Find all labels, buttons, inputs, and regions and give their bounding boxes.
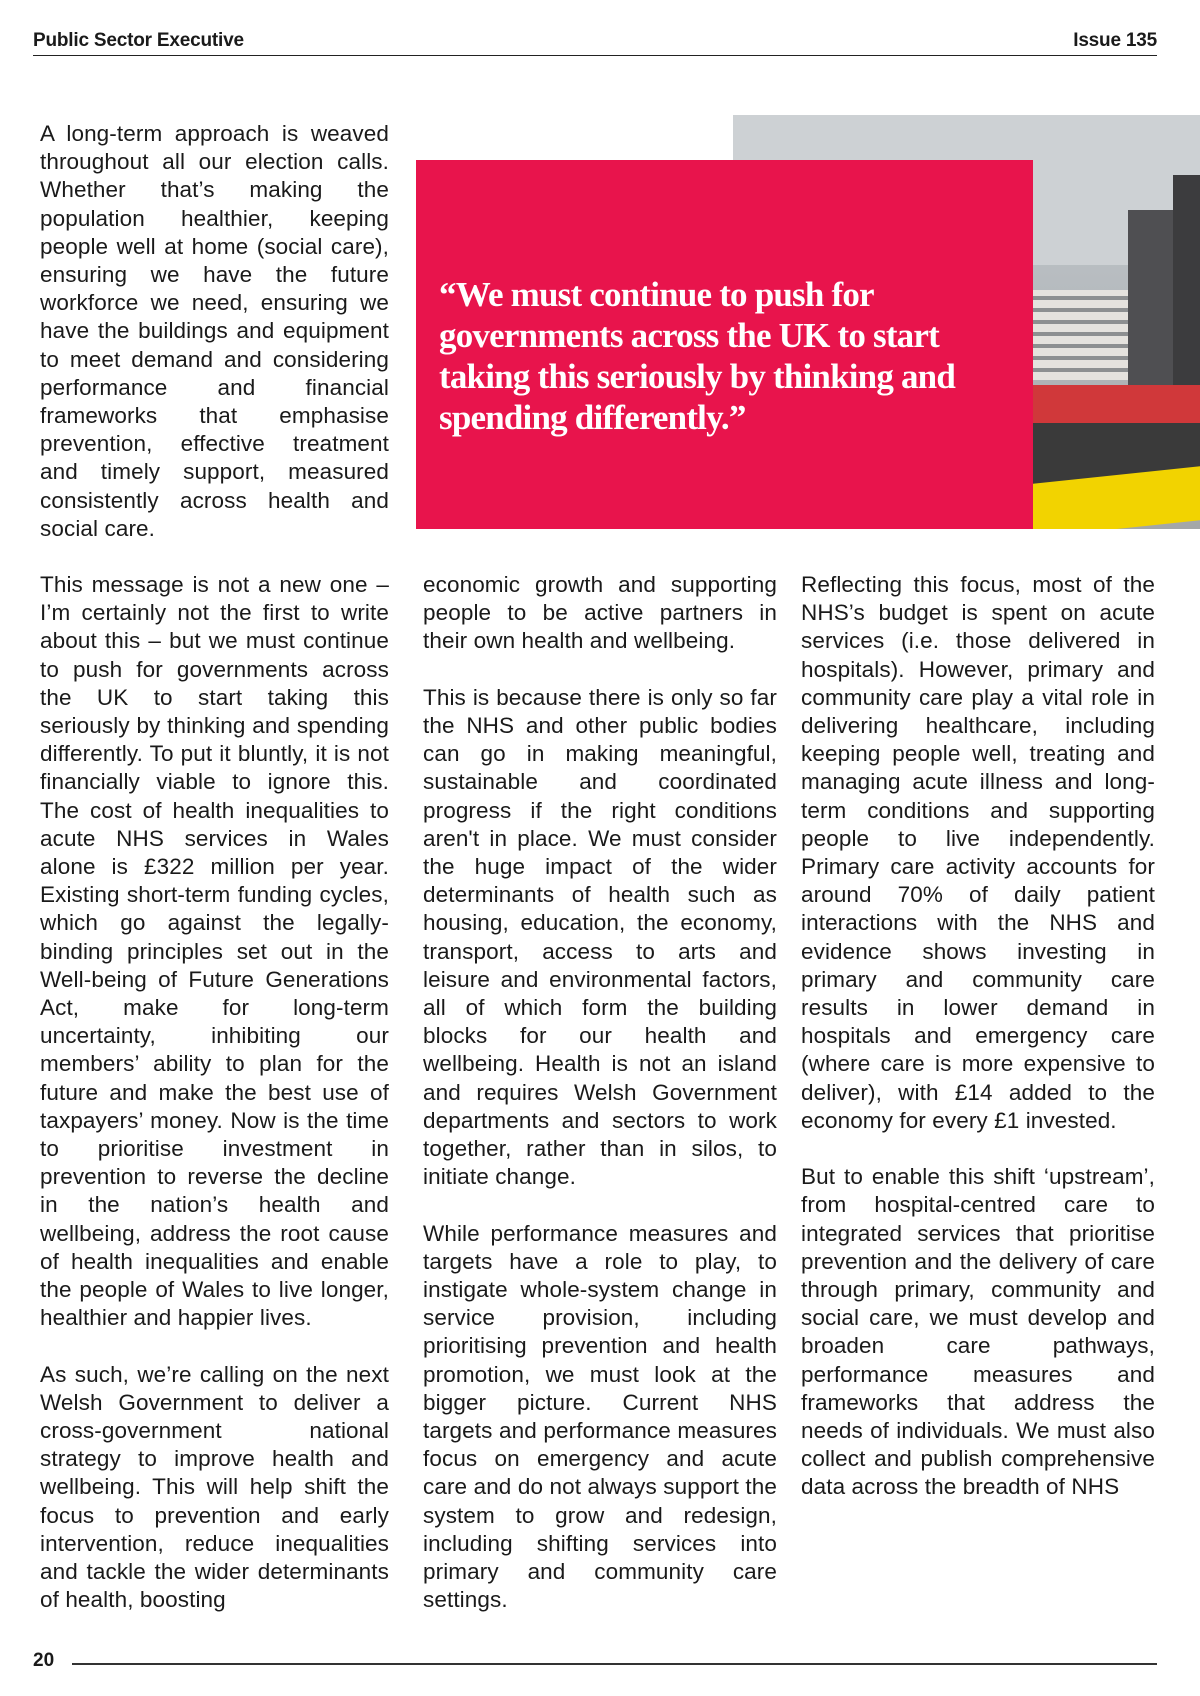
intro-column	[40, 120, 389, 543]
page-header	[33, 30, 1157, 56]
footer-rule	[72, 1663, 1157, 1665]
article-column-3	[801, 571, 1155, 1502]
column1-paragraph-1: This message is not a new one – I’m certainly not the first to write about this – but we must continue to push for governments across the UK to start taking this seriously by thinking and spending differently. To put it bluntly, it is not financially viable to ignore this. The cost of health inequalities to acute NHS services in Wales alone is £322 million per year. Existing short-term funding cycles, which go against the legally-binding principles set out in the Well-being of Future Generations Act, make for long-term uncertainty, inhibiting our members’ ability to plan for the future and make the best use of taxpayers’ money. Now is the time to prioritise investment in prevention to reverse the decline in the nation’s health and wellbeing, address the root cause of health inequalities and enable the people of Wales to live longer, healthier and happier lives.	[40, 572, 389, 1331]
publication-name: Public Sector Executive	[33, 30, 244, 51]
intro-paragraph: A long-term approach is weaved throughout all our election calls. Whether that’s making the population healthier, keeping people well at home (social care), ensuring we have the future workforce we need, ensuring we have the buildings and equipment to meet demand and considering performance and financial frameworks that emphasise prevention, effective treatment and timely support, measured consistently across health and social care.	[40, 121, 389, 541]
column3-paragraph-1: Reflecting this focus, most of the NHS’s budget is spent on acute services (i.e. those delivered in hospitals). However, primary and community care play a vital role in delivering healthcare, including keeping people well, treating and managing acute illness and long-term conditions and supporting people to live independently. Primary care activity accounts for around 70% of daily patient interactions with the NHS and evidence shows investing in primary and community care results in lower demand in hospitals and emergency care (where care is more expensive to deliver), with £14 added to the economy for every £1 invested.	[801, 572, 1155, 1133]
page-footer	[33, 1650, 1157, 1680]
pull-quote: “We must continue to push for governments across the UK to start taking this seriously by thinking and spending differently.”	[439, 275, 956, 437]
page-number: 20	[33, 1650, 55, 1671]
issue-number: Issue 135	[1073, 30, 1157, 51]
pull-quote-box	[416, 160, 1033, 529]
column1-paragraph-2: As such, we’re calling on the next Welsh Government to deliver a cross-government national strategy to improve health and wellbeing. This will help shift the focus to prevention and early intervention, reduce inequalities and tackle the wider determinants of health, boosting	[40, 1361, 389, 1613]
column2-paragraph-1: economic growth and supporting people to be active partners in their own health and wellbeing.	[423, 572, 777, 654]
column3-paragraph-2: But to enable this shift ‘upstream’, from hospital-centred care to integrated services that prioritise prevention and the delivery of care through primary, community and social care, we must develop and broaden care pathways, performance measures and frameworks that address the needs of individuals. We must also collect and publish comprehensive data across the breadth of NHS	[801, 1164, 1155, 1500]
column2-paragraph-3: While performance measures and targets have a role to play, to instigate whole-system change in service provision, including prioritising prevention and health promotion, we must look at the bigger picture. Current NHS targets and performance measures focus on emergency and acute care and do not always support the system to grow and redesign, including shifting services into primary and community care settings.	[423, 1220, 777, 1613]
article-column-2	[423, 571, 777, 1614]
article-column-1	[40, 571, 389, 1615]
column2-paragraph-2: This is because there is only so far the NHS and other public bodies can go in making meaningful, sustainable and coordinated progress if the right conditions aren't in place. We must consider the huge impact of the wider determinants of health such as housing, education, the economy, transport, access to arts and leisure and environmental factors, all of which form the building blocks for our health and wellbeing. Health is not an island and requires Welsh Government departments and sectors to work together, rather than in silos, to initiate change.	[423, 684, 777, 1190]
